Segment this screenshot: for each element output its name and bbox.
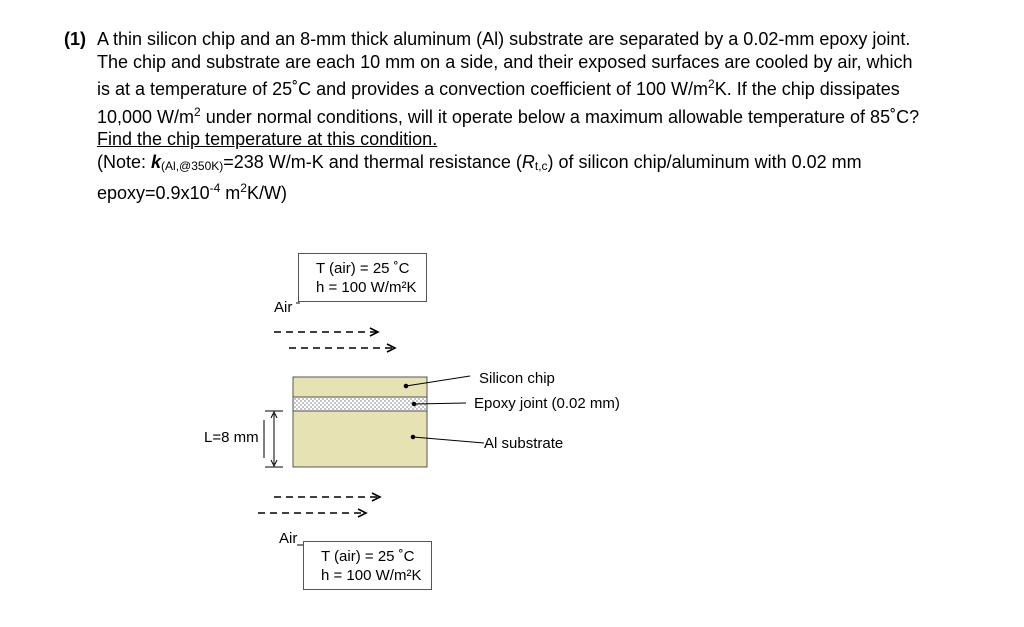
line3-superscript: 2: [708, 77, 715, 91]
line4-superscript: 2: [194, 104, 201, 119]
airflow-arrows-bottom: [258, 493, 380, 517]
leader-dot-substrate: [411, 435, 415, 439]
line4-text-b: under normal conditions, will it operate below a maximum allowable temperature of 85˚C?: [200, 106, 920, 127]
top-air-conditions-box: [298, 253, 427, 302]
note-k-value: =238 W/m-K and thermal resistance (: [223, 151, 522, 172]
leader-dot-epoxy: [412, 402, 416, 406]
problem-number: (1): [64, 29, 86, 49]
bottom-air-coefficient: h = 100 W/m²K: [321, 567, 422, 584]
problem-line-1: A thin silicon chip and an 8-mm thick aluminum (Al) substrate are separated by a 0.02-mm epoxy joint.: [97, 29, 911, 49]
leader-dot-chip: [404, 384, 408, 388]
bottom-air-conditions-box: [303, 541, 432, 590]
airflow-arrows-top: [274, 328, 395, 352]
silicon-chip-label: Silicon chip: [479, 370, 555, 387]
bottom-air-temperature: T (air) = 25 ˚C: [321, 548, 415, 565]
note-k-subscript: (Al,@350K): [161, 158, 224, 173]
line3-text-b: K. If the chip dissipates: [714, 79, 900, 99]
thickness-dimension: [264, 411, 283, 467]
note-r-tail: ) of silicon chip/aluminum with 0.02 mm: [547, 151, 862, 172]
note2-superscript: -4: [209, 181, 221, 195]
al-substrate-layer: [293, 411, 427, 467]
note2-text-b: m: [220, 183, 241, 203]
top-air-coefficient: h = 100 W/m²K: [316, 279, 417, 296]
air-top-label: Air: [274, 299, 293, 316]
line3-text-a: is at a temperature of 25˚C and provides a convection coefficient of 100 W/m: [97, 79, 708, 99]
thickness-label: L=8 mm: [204, 429, 259, 446]
problem-question: Find the chip temperature at this condition.: [97, 129, 438, 149]
note-r-symbol: R: [521, 151, 535, 172]
epoxy-joint-label: Epoxy joint (0.02 mm): [474, 395, 620, 412]
problem-line-2: The chip and substrate are each 10 mm on a side, and their exposed surfaces are cooled by air, which: [97, 51, 913, 72]
al-substrate-label: Al substrate: [484, 435, 564, 452]
note2-text-c: K/W): [246, 183, 287, 203]
note-k-symbol: k: [151, 151, 162, 172]
air-bottom-label: Air: [279, 530, 298, 547]
note-r-subscript: t,c: [534, 158, 548, 173]
line4-text-a: 10,000 W/m: [97, 106, 195, 127]
note-open: (Note:: [97, 151, 152, 172]
note2-superscript-2: 2: [240, 181, 247, 195]
note2-text-a: epoxy=0.9x10: [97, 183, 210, 203]
chip-assembly: [293, 377, 427, 467]
top-air-temperature: T (air) = 25 ˚C: [316, 260, 410, 277]
epoxy-joint-layer: [293, 397, 427, 411]
